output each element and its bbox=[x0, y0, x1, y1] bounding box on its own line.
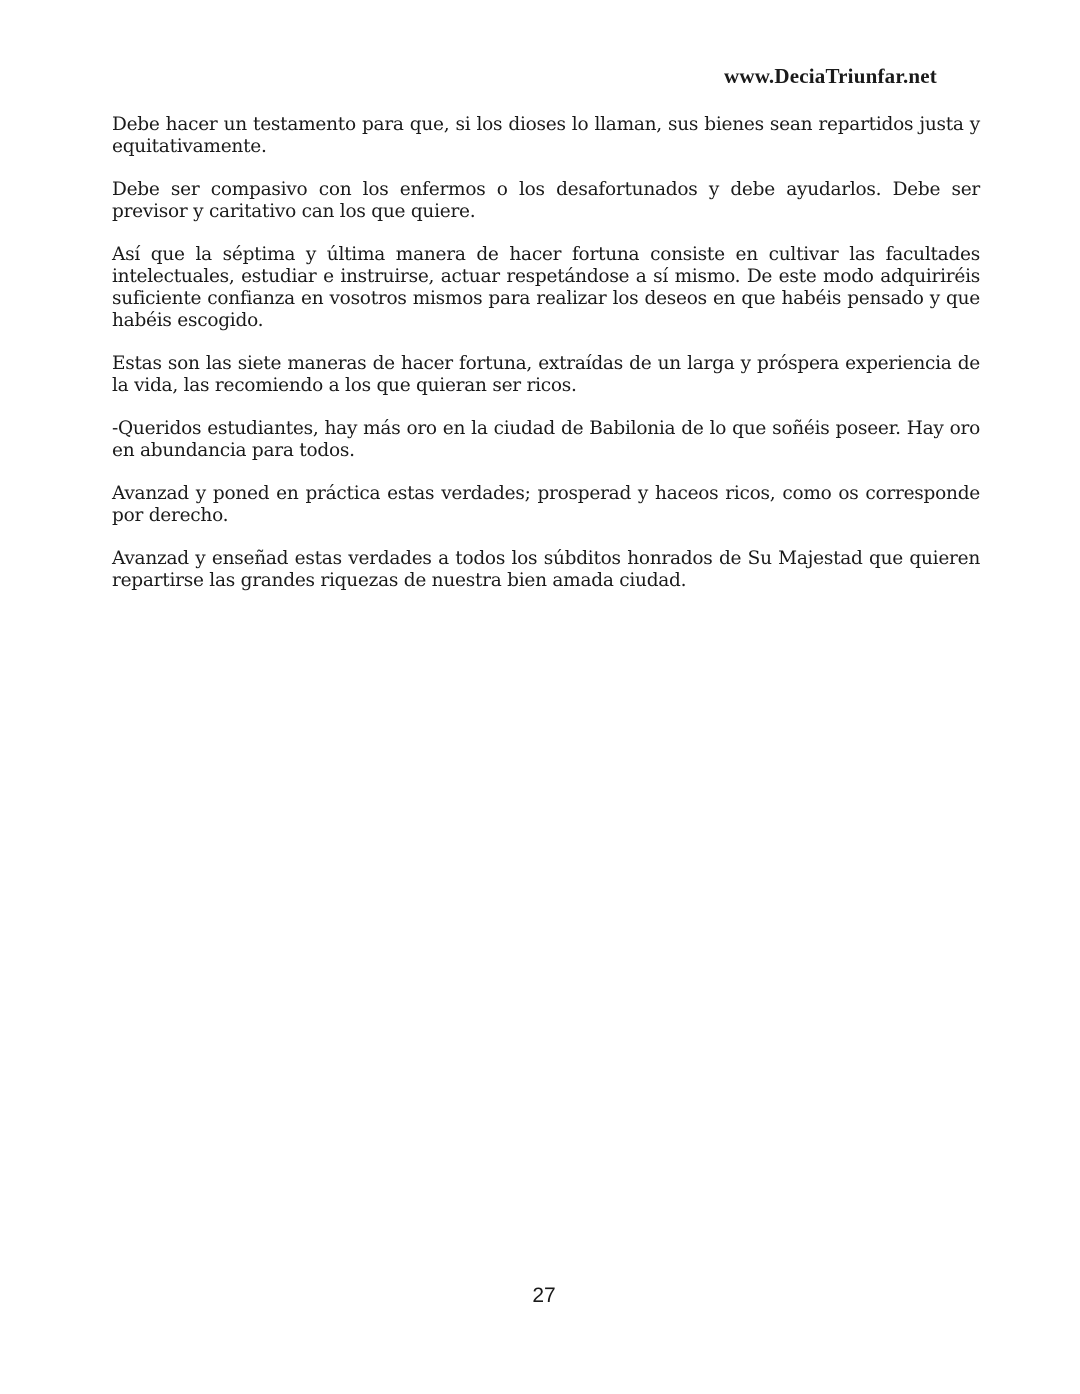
paragraph-septima-manera: Así que la séptima y última manera de hacer fortuna consiste en cultivar las facultades intelectuales, estudiar e instruirse, actuar respetándose a sí mismo. De este modo adquiriréis suficiente confianza en vosotros mismos para realizar los deseos en que habéis pensado y que habéis escogido. bbox=[112, 244, 980, 331]
paragraph-avanzad-ensenad: Avanzad y enseñad estas verdades a todos los súbditos honrados de Su Majestad que quieren repartirse las grandes riquezas de nuestra bien amada ciudad. bbox=[112, 548, 980, 591]
paragraph-siete-maneras: Estas son las siete maneras de hacer fortuna, extraídas de un larga y próspera experiencia de la vida, las recomiendo a los que quieran ser ricos. bbox=[112, 353, 980, 396]
paragraph-testamento: Debe hacer un testamento para que, si los dioses lo llaman, sus bienes sean repartidos justa y equitativamente. bbox=[112, 114, 980, 157]
paragraph-compasivo: Debe ser compasivo con los enfermos o los desafortunados y debe ayudarlos. Debe ser previsor y caritativo can los que quiere. bbox=[112, 179, 980, 222]
page-number: 27 bbox=[532, 1284, 556, 1307]
paragraph-queridos-estudiantes: -Queridos estudiantes, hay más oro en la ciudad de Babilonia de lo que soñéis poseer. Hay oro en abundancia para todos. bbox=[112, 418, 980, 461]
site-url-header: www.DeciaTriunfar.net bbox=[723, 64, 937, 88]
paragraph-avanzad-practica: Avanzad y poned en práctica estas verdades; prosperad y haceos ricos, como os corresponde por derecho. bbox=[112, 483, 980, 526]
page-body bbox=[112, 114, 980, 613]
